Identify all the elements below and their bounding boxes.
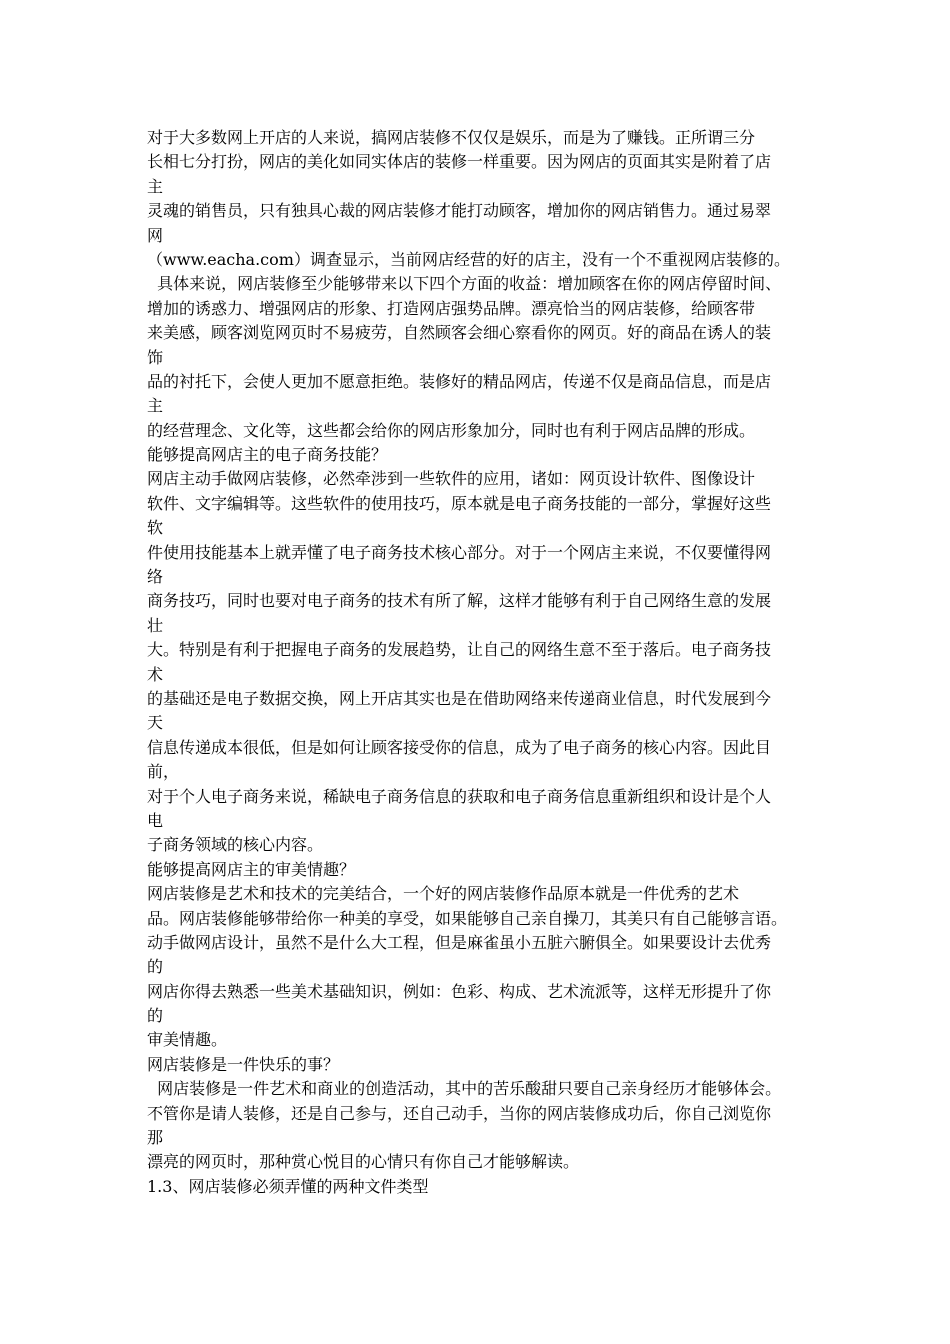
text-line: （www.eacha.com）调查显示，当前网店经营的好的店主，没有一个不重视网店装修的。 xyxy=(147,249,790,269)
text-line: 的基础还是电子数据交换，网上开店其实也是在借助网络来传递商业信息，时代发展到今 xyxy=(147,688,772,708)
text-line: 络 xyxy=(147,567,164,587)
text-line: 商务技巧，同时也要对电子商务的技术有所了解，这样才能够有利于自己网络生意的发展 xyxy=(147,591,772,611)
text-line: 网店主动手做网店装修，必然牵涉到一些软件的应用，诸如：网页设计软件、图像设计 xyxy=(147,469,756,489)
text-line: 网 xyxy=(147,225,164,245)
text-line: 动手做网店设计，虽然不是什么大工程，但是麻雀虽小五脏六腑俱全。如果要设计去优秀 xyxy=(147,932,772,952)
text-line: 具体来说，网店装修至少能够带来以下四个方面的收益：增加顾客在你的网店停留时间、 xyxy=(147,274,782,294)
text-line: 网店装修是一件快乐的事？ xyxy=(147,1054,340,1074)
text-line: 子商务领域的核心内容。 xyxy=(147,835,324,855)
body-text xyxy=(147,126,827,1199)
text-line: 壮 xyxy=(147,615,164,635)
text-line: 品的衬托下，会使人更加不愿意拒绝。装修好的精品网店，传递不仅是商品信息，而是店 xyxy=(147,371,772,391)
text-line: 网店装修是一件艺术和商业的创造活动，其中的苦乐酸甜只要自己亲身经历才能够体会。 xyxy=(147,1079,782,1099)
text-line: 饰 xyxy=(147,347,164,367)
text-line: 前， xyxy=(147,762,180,782)
text-line: 天 xyxy=(147,713,164,733)
text-line: 漂亮的网页时，那种赏心悦目的心情只有你自己才能够解读。 xyxy=(147,1152,580,1172)
text-line: 的经营理念、文化等，这些都会给你的网店形象加分，同时也有利于网店品牌的形成。 xyxy=(147,420,756,440)
text-line: 增加的诱惑力、增强网店的形象、打造网店强势品牌。漂亮恰当的网店装修，给顾客带 xyxy=(147,298,756,318)
text-line: 主 xyxy=(147,176,164,196)
text-line: 能够提高网店主的审美情趣？ xyxy=(147,859,356,879)
text-line: 软件、文字编辑等。这些软件的使用技巧，原本就是电子商务技能的一部分，掌握好这些 xyxy=(147,493,772,513)
text-line: 大。特别是有利于把握电子商务的发展趋势，让自己的网络生意不至于落后。电子商务技 xyxy=(147,640,772,660)
text-line: 审美情趣。 xyxy=(147,1030,228,1050)
text-line: 灵魂的销售员，只有独具心裁的网店装修才能打动顾客，增加你的网店销售力。通过易翠 xyxy=(147,201,772,221)
text-line: 电 xyxy=(147,810,164,830)
text-line: 对于个人电子商务来说，稀缺电子商务信息的获取和电子商务信息重新组织和设计是个人 xyxy=(147,786,772,806)
text-line: 长相七分打扮，网店的美化如同实体店的装修一样重要。因为网店的页面其实是附着了店 xyxy=(147,152,772,172)
text-line: 术 xyxy=(147,664,164,684)
text-line: 网店装修是艺术和技术的完美结合，一个好的网店装修作品原本就是一件优秀的艺术 xyxy=(147,884,740,904)
text-line: 软 xyxy=(147,518,164,538)
text-line: 的 xyxy=(147,957,164,977)
text-line: 不管你是请人装修，还是自己参与，还自己动手，当你的网店装修成功后，你自己浏览你 xyxy=(147,1103,772,1123)
text-line: 1.3、网店装修必须弄懂的两种文件类型 xyxy=(147,1176,429,1196)
text-line: 那 xyxy=(147,1128,164,1148)
text-line: 来美感，顾客浏览网页时不易疲劳，自然顾客会细心察看你的网页。好的商品在诱人的装 xyxy=(147,323,772,343)
text-line: 的 xyxy=(147,1006,164,1026)
text-line: 对于大多数网上开店的人来说，搞网店装修不仅仅是娱乐，而是为了赚钱。正所谓三分 xyxy=(147,128,756,147)
text-line: 主 xyxy=(147,396,164,416)
text-line: 件使用技能基本上就弄懂了电子商务技术核心部分。对于一个网店主来说，不仅要懂得网 xyxy=(147,542,772,562)
text-line: 品。网店装修能够带给你一种美的享受，如果能够自己亲自操刀，其美只有自己能够言语。 xyxy=(147,908,788,928)
text-line: 信息传递成本很低，但是如何让顾客接受你的信息，成为了电子商务的核心内容。因此目 xyxy=(147,737,772,757)
text-line: 网店你得去熟悉一些美术基础知识，例如：色彩、构成、艺术流派等，这样无形提升了你 xyxy=(147,981,772,1001)
text-line: 能够提高网店主的电子商务技能？ xyxy=(147,445,388,465)
